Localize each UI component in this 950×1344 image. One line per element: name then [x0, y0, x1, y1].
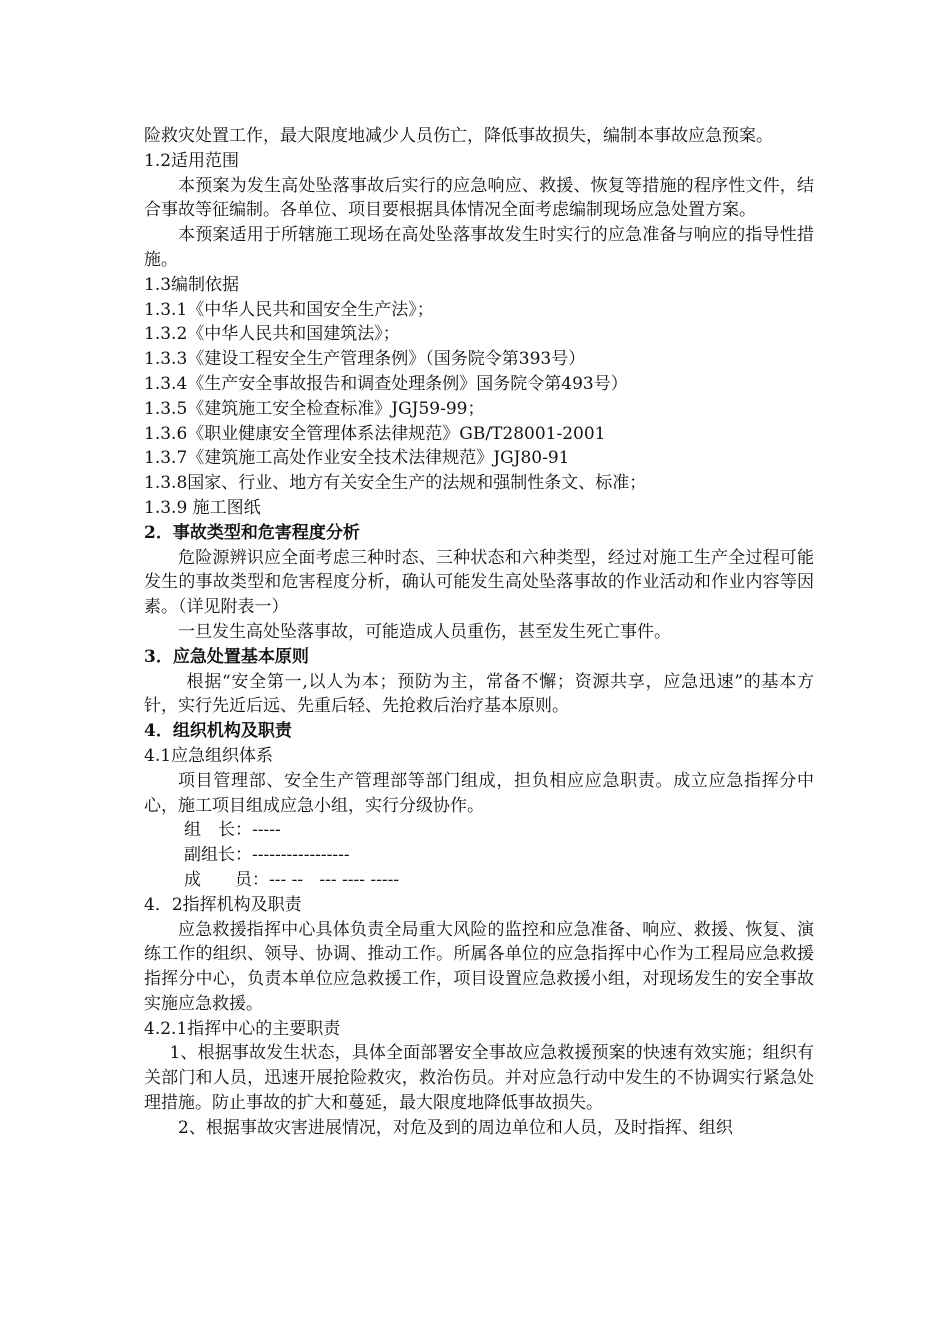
section-4-1-paragraph: 项目管理部、安全生产管理部等部门组成，担负相应应急职责。成立应急指挥分中心，施工项目组成应急小组，实行分级协作。: [144, 770, 814, 816]
team-members-line: 成 员：--- -- --- ---- -----: [184, 869, 400, 890]
basis-item: 1.3.1《中华人民共和国安全生产法》；: [144, 299, 434, 320]
section-4-heading: 4．组织机构及职责: [144, 721, 292, 742]
basis-item: 1.3.7《建筑施工高处作业安全技术法律规范》JGJ80-91: [144, 448, 570, 469]
basis-item: 1.3.5《建筑施工安全检查标准》JGJ59-99；: [144, 398, 485, 419]
basis-item: 1.3.6《职业健康安全管理体系法律规范》GB/T28001-2001: [144, 423, 606, 444]
duty-item-1: 1、根据事故发生状态，具体全面部署安全事故应急救援预案的快速有效实施；组织有关部门和人员，迅速开展抢险救灾，救治伤员。并对应急行动中发生的不协调实行紧急处理措施。防止事故的扩大和蔓延，最大限度地降低事故损失。: [144, 1043, 814, 1114]
section-2-paragraph-2: 一旦发生高处坠落事故，可能造成人员重伤，甚至发生死亡事件。: [178, 621, 671, 642]
section-4-1-heading: 4.1应急组织体系: [144, 745, 274, 766]
section-4-2-heading: 4．2指挥机构及职责: [144, 894, 302, 915]
section-2-heading: 2．事故类型和危害程度分析: [144, 522, 360, 543]
basis-item: 1.3.9 施工图纸: [144, 497, 261, 518]
section-1-2-paragraph-1: 本预案为发生高处坠落事故后实行的应急响应、救援、恢复等措施的程序性文件，结合事故等征编制。各单位、项目要根据具体情况全面考虑编制现场应急处置方案。: [144, 175, 814, 221]
basis-item: 1.3.2《中华人民共和国建筑法》；: [144, 324, 400, 345]
section-3-heading: 3．应急处置基本原则: [144, 646, 309, 667]
section-3-paragraph: 根据“安全第一,以人为本；预防为主，常备不懈；资源共享，应急迅速”的基本方针，实行先近后远、先重后轻、先抢救后治疗基本原则。: [144, 671, 814, 717]
section-1-2-paragraph-2: 本预案适用于所辖施工现场在高处坠落事故发生时实行的应急准备与响应的指导性措施。: [144, 225, 814, 270]
team-leader-line: 组 长：-----: [184, 820, 281, 841]
duty-item-2: 2、根据事故灾害进展情况，对危及到的周边单位和人员，及时指挥、组织: [178, 1117, 733, 1138]
section-1-3-heading: 1.3编制依据: [144, 274, 240, 295]
section-4-2-paragraph: 应急救援指挥中心具体负责全局重大风险的监控和应急准备、响应、救援、恢复、演练工作的组织、领导、协调、推动工作。所属各单位的应急指挥中心作为工程局应急救援指挥分中心，负责本单位应急救援工作，项目设置应急救援小组，对现场发生的安全事故实施应急救援。: [144, 919, 814, 1014]
section-2-paragraph-1: 危险源辨识应全面考虑三种时态、三种状态和六种类型，经过对施工生产全过程可能发生的事故类型和危害程度分析，确认可能发生高处坠落事故的作业活动和作业内容等因素。（详见附表一）: [144, 547, 814, 618]
document-page: [144, 124, 814, 1141]
team-deputy-line: 副组长：-----------------: [184, 845, 350, 866]
basis-item: 1.3.4《生产安全事故报告和调查处理条例》国务院令第493号）: [144, 373, 628, 394]
section-4-2-1-heading: 4.2.1指挥中心的主要职责: [144, 1018, 341, 1039]
intro-paragraph: 险救灾处置工作，最大限度地减少人员伤亡，降低事故损失，编制本事故应急预案。: [144, 126, 773, 146]
basis-item: 1.3.3《建设工程安全生产管理条例》（国务院令第393号）: [144, 349, 586, 370]
basis-item: 1.3.8国家、行业、地方有关安全生产的法规和强制性条文、标准；: [144, 473, 647, 494]
section-1-2-heading: 1.2适用范围: [144, 150, 240, 171]
